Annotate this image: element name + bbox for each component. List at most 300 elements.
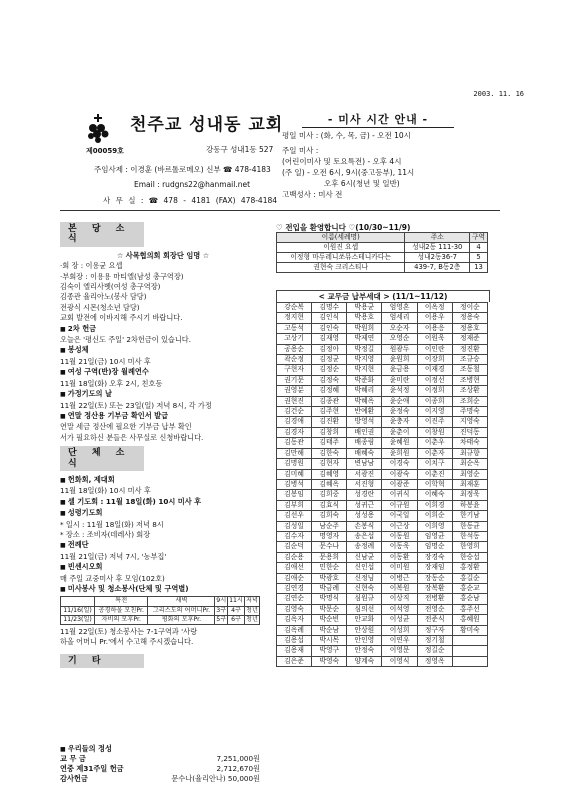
table-cell: 이혜숙 (417, 490, 452, 500)
news-line: 11월 22일(토) 또는 23일(일) 저녁 8시, 각 가정 (60, 400, 212, 410)
table-cell: 원광두 (382, 344, 417, 354)
header-divider (60, 210, 500, 211)
table-cell: 송은섭 (347, 531, 382, 541)
table-cell: 김혜영 (312, 469, 347, 479)
offering-label: 연중 제31주일 헌금 (60, 764, 124, 773)
table-cell: 청년 (246, 615, 259, 623)
table-row (277, 459, 488, 469)
table-cell: 윤순애 (382, 396, 417, 406)
offering-row (60, 754, 260, 764)
table-cell: 6구 (228, 615, 245, 624)
table-row (277, 334, 488, 344)
table-cell: 박명식 (312, 594, 347, 604)
table-row (277, 615, 488, 625)
news-line: 교회 발전에 이바지해 주시기 바랍니다. (60, 313, 183, 323)
table-cell: 곽순정 (277, 355, 312, 365)
table-header: 특전 (95, 597, 148, 606)
table-cell: 11/23(일) (61, 615, 95, 624)
table-cell: 진덕동 (452, 427, 487, 437)
table-cell: 홍순남 (452, 594, 487, 604)
news-line: 김종관 율리아노(봉사 담당) (60, 292, 147, 302)
table-row (277, 438, 488, 448)
table-cell: 이영문 (382, 646, 417, 656)
table-cell: 성귀근 (347, 500, 382, 510)
table-cell: 이희영 (417, 521, 452, 531)
news-line: ■ 2차 헌금 (60, 324, 266, 335)
welcome-table (276, 232, 488, 273)
table-header: 저녁 (246, 597, 259, 605)
table-cell: 박시목 (312, 636, 347, 646)
table-row (277, 583, 488, 593)
table-row (277, 386, 488, 396)
table-row (277, 448, 488, 458)
offering-section (60, 744, 260, 784)
table-cell: 이상직 (382, 594, 417, 604)
table-cell: 김만해 (277, 448, 312, 458)
cleaning-note: 11월 22일(토) 청소봉사는 7-1구역과 '사랑 (60, 627, 198, 637)
table-cell: 이춘진 (417, 469, 452, 479)
table-cell: 성내2동36-7 (405, 253, 470, 263)
table-row (277, 531, 488, 541)
table-cell: 손봉식 (347, 521, 382, 531)
table-cell: 이재경 (417, 365, 452, 375)
table-cell: 이광준 (382, 479, 417, 489)
table-cell: 조병현 (452, 375, 487, 385)
table-cell: 성성용 (347, 511, 382, 521)
table-cell: 안상원 (347, 625, 382, 635)
table-cell: 김선우 (277, 511, 312, 521)
table-cell: 안교화 (347, 615, 382, 625)
table-cell: 박혜옥 (347, 396, 382, 406)
table-cell: 배혜숙 (347, 448, 382, 458)
table-cell: 윤정숙 (382, 407, 417, 417)
table-cell: 김영숙 (277, 604, 312, 614)
table-cell: 명영자 (312, 531, 347, 541)
table-cell: 양계숙 (347, 656, 382, 666)
table-cell: 윤미란 (382, 375, 417, 385)
table-row (277, 303, 488, 313)
table-cell: 심원규 (347, 594, 382, 604)
table-cell: 이희경 (417, 500, 452, 510)
table-cell: 그리스도의 어머니Pr. (148, 606, 215, 615)
table-cell: 김진환 (312, 417, 347, 427)
news-line: 11월 21일(금) 10시 미사 후 (60, 356, 151, 366)
table-row (277, 656, 488, 666)
table-cell: 김명원 (277, 459, 312, 469)
table-row (277, 521, 488, 531)
news-line: 전광식 시몬(청소년 담당) (60, 302, 140, 312)
mass-line: (주 일) - 오전 6시, 9시(중고등부), 11시 (282, 168, 415, 177)
table-cell: 이경숙 (382, 459, 417, 469)
table-cell: 권현진 (277, 396, 312, 406)
table-cell: 이종희 (417, 396, 452, 406)
table-cell: 방영석 (347, 417, 382, 427)
table-cell: 문수나 (312, 542, 347, 552)
table-cell: 이용응 (417, 323, 452, 333)
table-cell: 임영균 (417, 531, 452, 541)
table-cell: 정재준 (452, 334, 487, 344)
table-cell (452, 656, 487, 666)
table-cell: 정영옥 (417, 656, 452, 666)
table-cell: 이창원 (417, 427, 452, 437)
table-cell: 김부희 (277, 500, 312, 510)
news-line: 매 주일 교중미사 후 모임(102호) (60, 573, 165, 583)
table-cell: 윤희원 (382, 448, 417, 458)
offering-subheading: ■ 우리들의 정성 (60, 744, 260, 754)
table-cell: 배인권 (347, 427, 382, 437)
table-cell: 홍정환 (452, 563, 487, 573)
mass-line: 오후 6시(청년 및 일반) (324, 179, 400, 188)
table-row (277, 323, 488, 333)
table-cell: 장동순 (417, 573, 452, 583)
table-cell: 한석동 (452, 531, 487, 541)
table-row (277, 646, 488, 656)
table-cell: 윤금용 (382, 365, 417, 375)
table-cell: 이희순 (417, 511, 452, 521)
table-cell: 이광숙 (382, 469, 417, 479)
table-cell: 김정아 (312, 344, 347, 354)
table-cell: 김옥례 (277, 625, 312, 635)
parish-news-heading: 본 당 소 식 (60, 222, 144, 247)
table-cell: 김연순 (277, 594, 312, 604)
table-cell: 439-7, B동2층 (405, 263, 470, 273)
table-cell: 전영순 (417, 604, 452, 614)
table-cell: 최순옥 (452, 459, 487, 469)
table-cell: 민한순 (312, 563, 347, 573)
table-cell: 최재훈 (452, 479, 487, 489)
etc-heading: 기 타 (60, 654, 144, 668)
table-cell: 강순복 (277, 303, 312, 313)
table-cell: 조동철 (452, 365, 487, 375)
table-cell (452, 636, 487, 646)
news-line: ☆ 사목협의회 회장단 임명 ☆ (116, 250, 210, 260)
table-cell: 송정례 (347, 542, 382, 552)
table-cell: 김성일 (277, 521, 312, 531)
table-cell: 이성희 (382, 625, 417, 635)
offering-value: 문수나(율리안나) 50,000원 (171, 774, 260, 783)
left-column (60, 222, 266, 668)
table-row (61, 606, 260, 615)
parish-address: 강동구 성내1동 527 (206, 145, 274, 154)
table-row (277, 313, 488, 323)
table-cell: 김수자 (277, 531, 312, 541)
table-cell: 김순덕 (277, 542, 312, 552)
table-cell: 전준식 (417, 615, 452, 625)
table-cell: 이정희 (417, 386, 452, 396)
table-row (277, 636, 488, 646)
table-cell: 홍순교 (452, 583, 487, 593)
table-cell: 김은준 (277, 656, 312, 666)
table-cell: 배종림 (347, 438, 382, 448)
table-cell: 정지현 (277, 313, 312, 323)
table-header: 11시 (229, 597, 243, 605)
table-cell: 김용섭 (277, 636, 312, 646)
table-cell: 정구자 (417, 625, 452, 635)
table-cell: 엄영혼 (382, 303, 417, 313)
table-cell: 윤혜원 (382, 438, 417, 448)
table-cell: 오순자 (382, 323, 417, 333)
table-cell: 장복환 (417, 583, 452, 593)
service-schedule-table (60, 596, 260, 625)
table-cell: 김경자 (277, 427, 312, 437)
table-cell (452, 646, 487, 656)
table-cell: 4 (470, 243, 488, 253)
table-cell: 이원욱 (417, 334, 452, 344)
table-cell: 하봉윤 (452, 500, 487, 510)
table-row (277, 625, 488, 635)
welcome-title: ♡ 전입을 환영합니다 ♡(10/30~11/9) (276, 223, 411, 232)
table-cell: 권기문 (277, 375, 312, 385)
table-cell: 5 (470, 253, 488, 263)
mass-line: 평일 미사 : (화, 수, 목, 금) - 오전 10시 (282, 131, 411, 140)
table-cell: 최영순 (452, 469, 487, 479)
office-contact: 사 무 실 : ☎ 478 - 4181 (FAX) 478-4184 (103, 196, 278, 205)
news-line: * 장소 : 조비자(데레사) 회장 (60, 529, 151, 539)
table-cell: 김미혜 (277, 469, 312, 479)
table-cell: 조규승 (452, 355, 487, 365)
table-cell: 고상기 (277, 334, 312, 344)
table-cell: 윤석정 (382, 386, 417, 396)
table-cell: 이성균 (382, 615, 417, 625)
news-line: ■ 빈센시오회 (60, 562, 266, 573)
table-cell: 안인영 (347, 636, 382, 646)
table-cell: 이영식 (382, 656, 417, 666)
table-cell: 이석영 (382, 604, 417, 614)
table-cell: 박영숙 (312, 656, 347, 666)
table-cell: 이옥정 (417, 303, 452, 313)
table-cell: 조상환 (452, 386, 487, 396)
table-cell: 이복원 (382, 583, 417, 593)
table-cell: 박원희 (347, 323, 382, 333)
table-row (277, 573, 488, 583)
table-cell: 김주현 (312, 407, 347, 417)
table-cell: 정길순 (417, 646, 452, 656)
news-line: ·부회장 : 이용용 마티엘(남성 총구역장) (60, 271, 184, 281)
table-row (277, 552, 488, 562)
table-cell: 박용호 (347, 313, 382, 323)
table-header: 주소 (405, 233, 470, 243)
table-cell: 박혜리 (347, 386, 382, 396)
parish-name: 천주교 성내동 교회 (130, 115, 284, 135)
issue-number: 제00059호 (86, 147, 124, 155)
table-cell: 김정숙 (312, 375, 347, 385)
table-cell: 장재임 (417, 563, 452, 573)
table-cell: 신정님 (347, 573, 382, 583)
table-cell: 5구 (216, 615, 227, 623)
table-cell: 자비의 모후Pr. (95, 615, 148, 624)
table-row (277, 469, 488, 479)
table-cell: 이국일 (382, 511, 417, 521)
table-cell: 박정길 (347, 344, 382, 354)
table-cell: 정용호 (452, 323, 487, 333)
table-cell: 김태주 (312, 438, 347, 448)
table-row (277, 355, 488, 365)
email: Email : rudgns22@hanmail.net (134, 180, 251, 189)
table-row (277, 417, 488, 427)
table-cell: 김인숙 (312, 323, 347, 333)
table-cell: 이학혁 (417, 479, 452, 489)
table-row (277, 243, 488, 253)
table-cell: 윤춘이 (382, 427, 417, 437)
table-cell: 이정선 (417, 375, 452, 385)
table-cell: 권영분 (277, 386, 312, 396)
table-cell: 권현숙 크리스티나 (277, 263, 405, 273)
table-cell: 이근상 (382, 521, 417, 531)
table-cell: 이동원 (382, 531, 417, 541)
table-cell: 반예환 (347, 407, 382, 417)
table-cell: 오영순 (382, 334, 417, 344)
pastor-info: 주임사제 : 이경훈 (바르톨로메오) 신부 ☎ 478-4183 (94, 165, 271, 174)
table-cell: 서광진 (347, 469, 382, 479)
news-line: 11월 18일(화) 10시 미사 후 (60, 486, 151, 496)
table-cell: 서진형 (347, 479, 382, 489)
table-cell: 이춘우 (417, 438, 452, 448)
table-cell: 김정균 (312, 355, 347, 365)
mass-schedule (282, 130, 492, 200)
table-cell: 최규향 (452, 448, 487, 458)
table-cell: 김애선 (277, 563, 312, 573)
table-cell: 이지영 (417, 407, 452, 417)
table-cell: 이규원 (382, 500, 417, 510)
table-row (61, 615, 260, 624)
table-cell: 정이순 (452, 303, 487, 313)
table-cell: 변남남 (347, 459, 382, 469)
table-cell: 이원진 요셉 (277, 243, 405, 253)
news-line: ■ 가정기도의 날 (60, 389, 266, 400)
table-row (277, 594, 488, 604)
table-cell: 심의선 (347, 604, 382, 614)
group-news-heading: 단 체 소 식 (60, 446, 144, 471)
table-row (277, 396, 488, 406)
table-cell: 장경숙 (417, 552, 452, 562)
mass-schedule-title: - 미사 시간 안내 - (302, 111, 454, 128)
table-cell: 김희숙 (312, 511, 347, 521)
table-cell: 박문순 (312, 604, 347, 614)
table-row (277, 407, 488, 417)
table-cell: 박지영 (347, 355, 382, 365)
offering-label: 감사헌금 (60, 774, 88, 783)
table-row (277, 253, 488, 263)
table-cell: 윤충자 (382, 417, 417, 427)
table-cell: 김혜옥 (312, 479, 347, 489)
table-cell: 3구 (216, 606, 227, 614)
table-cell: 차태숙 (452, 438, 487, 448)
table-cell: 홍길순 (452, 573, 487, 583)
table-cell: 신현숙 (347, 583, 382, 593)
mass-line: 주일 미사 : (282, 146, 319, 155)
news-line: ■ 성령기도회 (60, 508, 266, 519)
table-cell: 이진주 (417, 417, 452, 427)
table-cell: 박광호 (312, 573, 347, 583)
table-cell: 이춘자 (417, 448, 452, 458)
news-line: ■ 연말 정산용 기부금 확인서 발급 (60, 411, 266, 422)
table-cell: 공경하올 모친Pr. (95, 606, 148, 615)
tithe-table (276, 302, 488, 667)
table-cell: 박순빈 (312, 615, 347, 625)
table-cell: 김창희 (312, 427, 347, 437)
table-cell: 이인란 (417, 344, 452, 354)
table-cell: 안정숙 (347, 646, 382, 656)
table-cell: 이연우 (382, 636, 417, 646)
group-news (60, 475, 266, 595)
table-row (277, 490, 488, 500)
table-row (277, 344, 488, 354)
table-cell: 주명숙 (452, 407, 487, 417)
table-cell: 4구 (228, 606, 245, 615)
table-row (277, 563, 488, 573)
table-cell: 박제연 (347, 334, 382, 344)
table-cell: 김순용 (277, 552, 312, 562)
news-line: ■ 미사봉사 및 청소봉사(단체 및 구역별) (60, 584, 266, 595)
table-row (277, 542, 488, 552)
table-cell: 박영구 (312, 646, 347, 656)
tithe-title: < 교무금 납부세대 > (11/1~11/12) (276, 290, 490, 302)
table-cell: 이동욱 (382, 542, 417, 552)
table-cell: 이장희 (417, 355, 452, 365)
table-cell: 한기남 (452, 511, 487, 521)
news-line: * 일시 : 11월 18일(화) 저녁 8시 (60, 519, 164, 529)
bulletin-date: 2003. 11. 16 (473, 90, 524, 98)
news-line: ·회 장 : 이용균 요셉 (60, 261, 123, 271)
table-cell: 박준화 (347, 375, 382, 385)
table-row (277, 427, 488, 437)
news-line: ■ 봉성체 (60, 345, 266, 356)
table-cell: 고동석 (277, 323, 312, 333)
table-cell: 성내2동 111-30 (405, 243, 470, 253)
table-cell: 구현자 (277, 365, 312, 375)
table-cell: 한동균 (452, 521, 487, 531)
table-cell: 한영희 (452, 542, 487, 552)
table-cell: 이정형 마두레니쏘뮤스테니카다는 (277, 253, 405, 263)
table-cell: 박순남 (312, 625, 347, 635)
offering-list (60, 754, 260, 784)
table-cell: 남순주 (312, 521, 347, 531)
table-cell: 김재영 (312, 334, 347, 344)
table-cell: 문용희 (312, 552, 347, 562)
table-row (277, 263, 488, 273)
table-header: 이름(세례명) (277, 233, 405, 243)
news-line: ■ 헌화회, 제대회 (60, 475, 266, 486)
table-cell: 정진환 (452, 344, 487, 354)
table-cell: 임명순 (417, 542, 452, 552)
table-header: 새벽 (148, 597, 215, 606)
table-cell: 정용숙 (452, 313, 487, 323)
table-cell: 김종관 (312, 396, 347, 406)
news-line: 11월 21일(금) 저녁 7시, '농부집' (60, 551, 167, 561)
table-cell: 박지현 (347, 365, 382, 375)
table-cell: 이미원 (382, 563, 417, 573)
table-cell: 이치구 (417, 459, 452, 469)
table-cell: 13 (470, 263, 488, 273)
mass-line: (어린이미사 및 토요특전) - 오후 4시 (282, 157, 402, 166)
news-line: 연말 세금 정산에 필요한 기부금 납부 확인 (60, 422, 192, 432)
table-cell: 김현자 (312, 459, 347, 469)
table-cell: 평화의 모후Pr. (148, 615, 215, 624)
news-line: ■ 전례단 (60, 540, 266, 551)
table-cell: 김인식 (312, 313, 347, 323)
table-row (277, 375, 488, 385)
offering-value: 2,712,670원 (216, 764, 260, 773)
table-cell: 한승섭 (452, 552, 487, 562)
table-cell: 조희순 (452, 396, 487, 406)
table-cell: 신남균 (347, 552, 382, 562)
table-cell: 김건순 (277, 407, 312, 417)
table-cell: 김병석 (277, 479, 312, 489)
parish-news (60, 251, 266, 443)
table-row (277, 479, 488, 489)
table-cell: 김용재 (277, 646, 312, 656)
table-cell: 김애순 (277, 573, 312, 583)
